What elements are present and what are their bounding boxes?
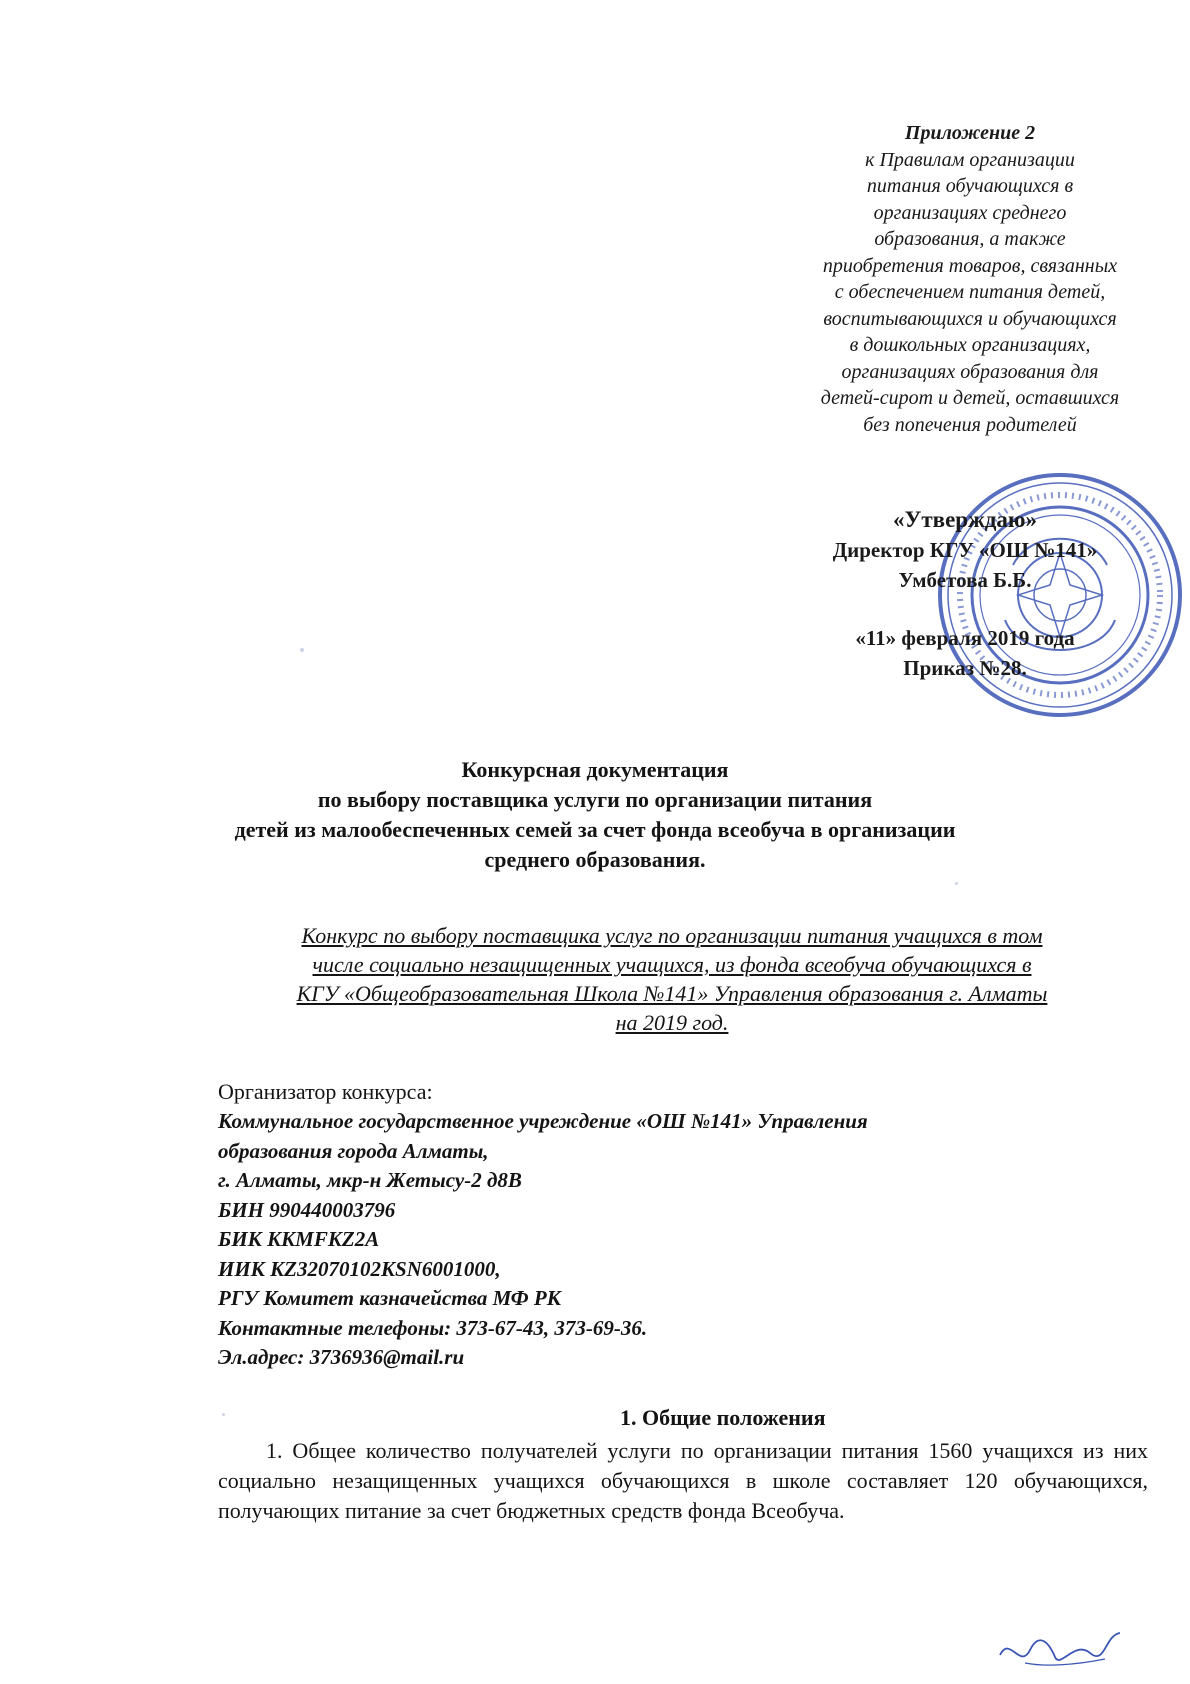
organizer-line: Контактные телефоны: 373-67-43, 373-69-36.	[218, 1315, 648, 1340]
appendix-line: с обеспечением питания детей,	[834, 281, 1106, 303]
section-paragraph: 1. Общее количество получателей услуги по организации питания 1560 учащихся из них социально незащищенных учащихся обучающихся в школе составляет 120 обучающихся, получающих питание за счет бюджетных средств фонда Всеобуча.	[218, 1438, 1148, 1523]
appendix-line: питания обучающихся в	[866, 175, 1074, 197]
title-line: детей из малообеспеченных семей за счет фонда всеобуча в организации	[234, 817, 956, 842]
appendix-line: образования, а также	[874, 228, 1066, 250]
organizer-line: ИИК KZ32070102KSN6001000,	[218, 1256, 501, 1281]
organizer-label: Организатор конкурса:	[218, 1079, 433, 1104]
appendix-title: Приложение 2	[904, 122, 1036, 144]
organizer-line: БИК KKMFKZ2A	[218, 1227, 380, 1251]
section-title: 1. Общие положения	[620, 1405, 826, 1430]
appendix-line: приобретения товаров, связанных	[822, 254, 1118, 277]
scan-speck	[955, 882, 958, 885]
approval-name: Умбетова Б.Б.	[898, 568, 1032, 592]
appendix-line: организациях среднего	[873, 201, 1067, 224]
approval-block	[800, 505, 1130, 683]
contest-line: Конкурс по выбору поставщика услуг по организации питания учащихся в том	[301, 923, 1043, 948]
organizer-line: БИН 990440003796	[218, 1197, 396, 1222]
approval-order: Приказ №28.	[903, 656, 1027, 680]
title-line: среднего образования.	[484, 847, 706, 872]
appendix-block	[770, 120, 1170, 438]
appendix-line: в дошкольных организациях,	[849, 334, 1091, 356]
approval-heading: «Утверждаю»	[893, 507, 1037, 532]
contest-line: КГУ «Общеобразовательная Школа №141» Управления образования г. Алматы	[296, 981, 1048, 1006]
appendix-line: организациях образования для	[841, 360, 1099, 383]
contest-line: на 2019 год.	[615, 1010, 729, 1035]
title-line: по выбору поставщика услуги по организации питания	[317, 787, 873, 812]
signature-icon	[995, 1625, 1125, 1675]
organizer-line: РГУ Комитет казначейства МФ РК	[218, 1286, 561, 1310]
organizer-details	[218, 1107, 1118, 1373]
scan-speck	[300, 648, 304, 652]
appendix-line: к Правилам организации	[865, 148, 1075, 171]
organizer-email: Эл.адрес: 3736936@mail.ru	[218, 1345, 465, 1369]
organizer-line: г. Алматы, мкр-н Жетысу-2 д8В	[218, 1168, 522, 1192]
appendix-line: воспитывающихся и обучающихся	[823, 307, 1117, 330]
organizer-line: Коммунальное государственное учреждение «ОШ №141» Управления	[218, 1109, 868, 1133]
title-line: Конкурсная документация	[461, 757, 729, 782]
contest-statement	[212, 921, 1132, 1037]
approval-position: Директор КГУ «ОШ №141»	[832, 538, 1098, 562]
scan-speck	[222, 1413, 225, 1416]
document-title	[210, 755, 980, 875]
appendix-line: детей-сирот и детей, оставшихся	[820, 387, 1120, 409]
approval-date: «11» февраля 2019 года	[855, 626, 1075, 650]
organizer-line: образования города Алматы,	[218, 1138, 489, 1163]
appendix-line: без попечения родителей	[863, 413, 1077, 436]
contest-line: числе социально незащищенных учащихся, из фонда всеобуча обучающихся в	[312, 952, 1032, 977]
